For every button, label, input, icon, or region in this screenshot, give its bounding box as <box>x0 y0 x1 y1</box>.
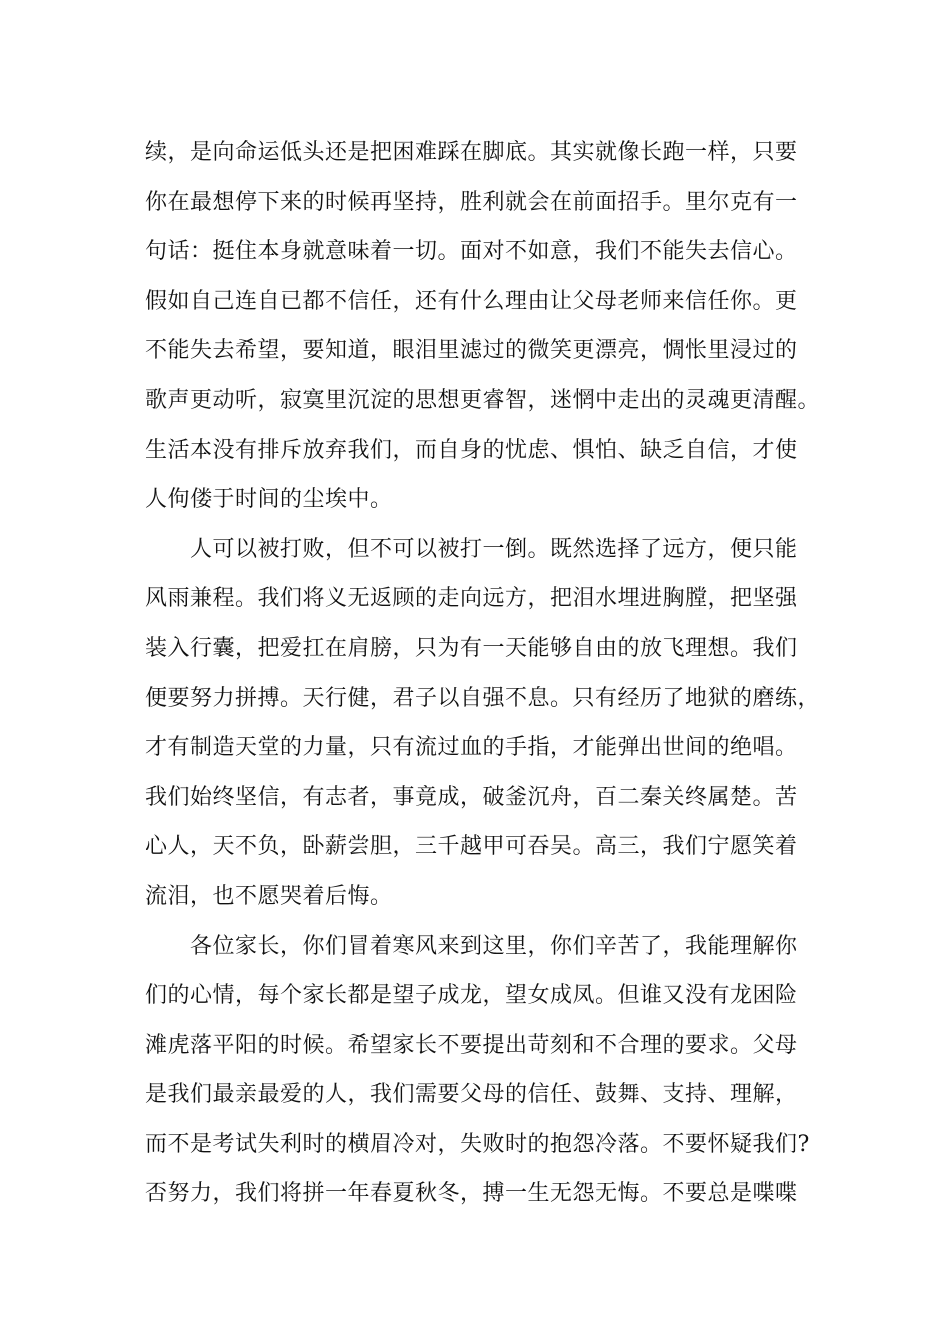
text-line: 各位家长，你们冒着寒风来到这里，你们辛苦了，我能理解你 <box>190 933 798 959</box>
text-line: 否努力，我们将拼一年春夏秋冬，搏一生无怨无悔。不要总是喋喋 <box>145 1181 798 1207</box>
text-line: 人佝偻于时间的尘埃中。 <box>145 487 393 513</box>
text-line: 是我们最亲最爱的人，我们需要父母的信任、鼓舞、支持、理解， <box>145 1082 798 1108</box>
text-line: 才有制造天堂的力量，只有流过血的手指，才能弹出世间的绝唱。 <box>145 735 798 761</box>
text-line: 生活本没有排斥放弃我们，而自身的忧虑、惧怕、缺乏自信，才使 <box>145 437 798 463</box>
text-line: 句话：挺住本身就意味着一切。面对不如意，我们不能失去信心。 <box>145 239 798 265</box>
text-line: 我们始终坚信，有志者，事竟成，破釜沉舟，百二秦关终属楚。苦 <box>145 784 798 810</box>
text-line: 续，是向命运低头还是把困难踩在脚底。其实就像长跑一样，只要 <box>145 140 798 165</box>
text-line: 装入行囊，把爱扛在肩膀，只为有一天能够自由的放飞理想。我们 <box>145 635 798 661</box>
text-line: 流泪，也不愿哭着后悔。 <box>145 883 393 909</box>
text-line: 歌声更动听，寂寞里沉淀的思想更睿智，迷惘中走出的灵魂更清醒。 <box>145 387 821 413</box>
text-line: 你在最想停下来的时候再坚持，胜利就会在前面招手。里尔克有一 <box>145 189 798 215</box>
document-body <box>145 128 825 1219</box>
text-line: 风雨兼程。我们将义无返顾的走向远方，把泪水埋进胸膛，把坚强 <box>145 586 798 612</box>
text-line: 心人，天不负，卧薪尝胆，三千越甲可吞吴。高三，我们宁愿笑着 <box>145 834 798 860</box>
text-line: 们的心情，每个家长都是望子成龙，望女成凤。但谁又没有龙困险 <box>145 983 798 1009</box>
text-line: 人可以被打败，但不可以被打一倒。既然选择了远方，便只能 <box>190 536 798 562</box>
text-line: 滩虎落平阳的时候。希望家长不要提出苛刻和不合理的要求。父母 <box>145 1032 798 1058</box>
text-line: 而不是考试失利时的横眉冷对，失败时的抱怨冷落。不要怀疑我们? <box>145 1131 810 1157</box>
text-line: 便要努力拼搏。天行健，君子以自强不息。只有经历了地狱的磨练， <box>145 685 821 711</box>
text-line: 不能失去希望，要知道，眼泪里滤过的微笑更漂亮，惆怅里浸过的 <box>145 338 798 364</box>
text-line: 假如自己连自已都不信任，还有什么理由让父母老师来信任你。更 <box>145 288 798 314</box>
